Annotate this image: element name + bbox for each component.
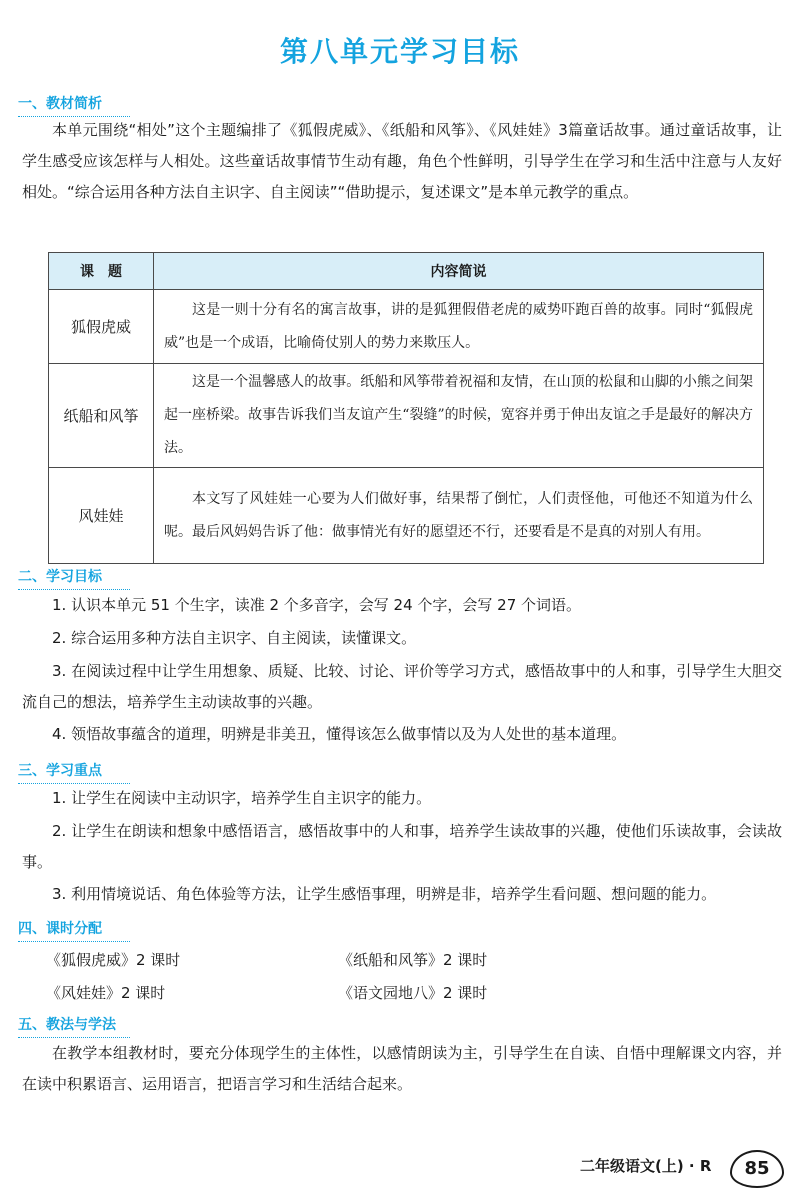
section-heading-schedule: 四、课时分配 — [18, 918, 102, 938]
goal-item: 2. 综合运用多种方法自主识字、自主阅读，读懂课文。 — [52, 629, 417, 647]
table-cell-desc: 本文写了风娃娃一心要为人们做好事，结果帮了倒忙，人们责怪他，可他还不知道为什么呢。最后风妈妈告诉了他：做事情光有好的愿望还不行，还要看是不是真的对别人有用。 — [154, 468, 764, 564]
schedule-item: 《狐假虎威》2 课时 — [46, 951, 181, 969]
key-point-item: 3. 利用情境说话、角色体验等方法，让学生感悟事理，明辨是非，培养学生看问题、想问题的能力。 — [52, 885, 717, 903]
section-heading-goals: 二、学习目标 — [18, 566, 102, 586]
book-label: 二年级语文(上) · R — [580, 1157, 712, 1175]
table-row — [49, 364, 764, 468]
methods-text: 在教学本组教材时，要充分体现学生的主体性，以感情朗读为主，引导学生在自读、自悟中理解课文内容，并在读中积累语言、运用语言，把语言学习和生活结合起来。 — [22, 1044, 782, 1093]
goal-item: 3. 在阅读过程中让学生用想象、质疑、比较、讨论、评价等学习方式，感悟故事中的人和事，引导学生大胆交流自己的想法，培养学生主动读故事的兴趣。 — [22, 662, 782, 711]
section-heading-analysis: 一、教材简析 — [18, 93, 102, 113]
table-row — [49, 290, 764, 364]
table-header-row — [49, 253, 764, 290]
goal-item: 1. 认识本单元 51 个生字，读准 2 个多音字，会写 24 个字，会写 27 个词语。 — [52, 596, 582, 614]
schedule-item: 《风娃娃》2 课时 — [46, 984, 166, 1002]
table-row — [49, 468, 764, 564]
story-table — [48, 252, 764, 564]
key-point-item: 2. 让学生在朗读和想象中感悟语言，感悟故事中的人和事，培养学生读故事的兴趣，使他们乐读故事，会读故事。 — [22, 822, 782, 871]
table-header-title: 课 题 — [49, 253, 154, 290]
page-number: 85 — [730, 1150, 784, 1188]
key-point-item: 1. 让学生在阅读中主动识字，培养学生自主识字的能力。 — [52, 789, 432, 807]
schedule-item: 《纸船和风筝》2 课时 — [338, 951, 488, 969]
table-cell-title: 纸船和风筝 — [49, 364, 154, 468]
page-title: 第八单元学习目标 — [279, 35, 520, 68]
table-cell-title: 风娃娃 — [49, 468, 154, 564]
table-header-content: 内容简说 — [154, 253, 764, 290]
goal-item: 4. 领悟故事蕴含的道理，明辨是非美丑，懂得该怎么做事情以及为人处世的基本道理。 — [52, 725, 627, 743]
table-cell-desc: 这是一则十分有名的寓言故事，讲的是狐狸假借老虎的威势吓跑百兽的故事。同时“狐假虎威”也是一个成语，比喻倚仗别人的势力来欺压人。 — [154, 290, 764, 364]
table-cell-title: 狐假虎威 — [49, 290, 154, 364]
table-cell-desc: 这是一个温馨感人的故事。纸船和风筝带着祝福和友情，在山顶的松鼠和山脚的小熊之间架起一座桥梁。故事告诉我们当友谊产生“裂缝”的时候，宽容并勇于伸出友谊之手是最好的解决方法。 — [154, 364, 764, 468]
section-heading-methods: 五、教法与学法 — [18, 1014, 116, 1034]
section-heading-key-points: 三、学习重点 — [18, 760, 102, 780]
analysis-text: 本单元围绕“相处”这个主题编排了《狐假虎威》、《纸船和风筝》、《风娃娃》3篇童话故事。通过童话故事，让学生感受应该怎样与人相处。这些童话故事情节生动有趣，角色个性鲜明，引导学生在学习和生活中注意与人友好相处。“综合运用各种方法自主识字、自主阅读”“借助提示，复述课文”是本单元教学的重点。 — [22, 121, 782, 201]
schedule-item: 《语文园地八》2 课时 — [338, 984, 488, 1002]
